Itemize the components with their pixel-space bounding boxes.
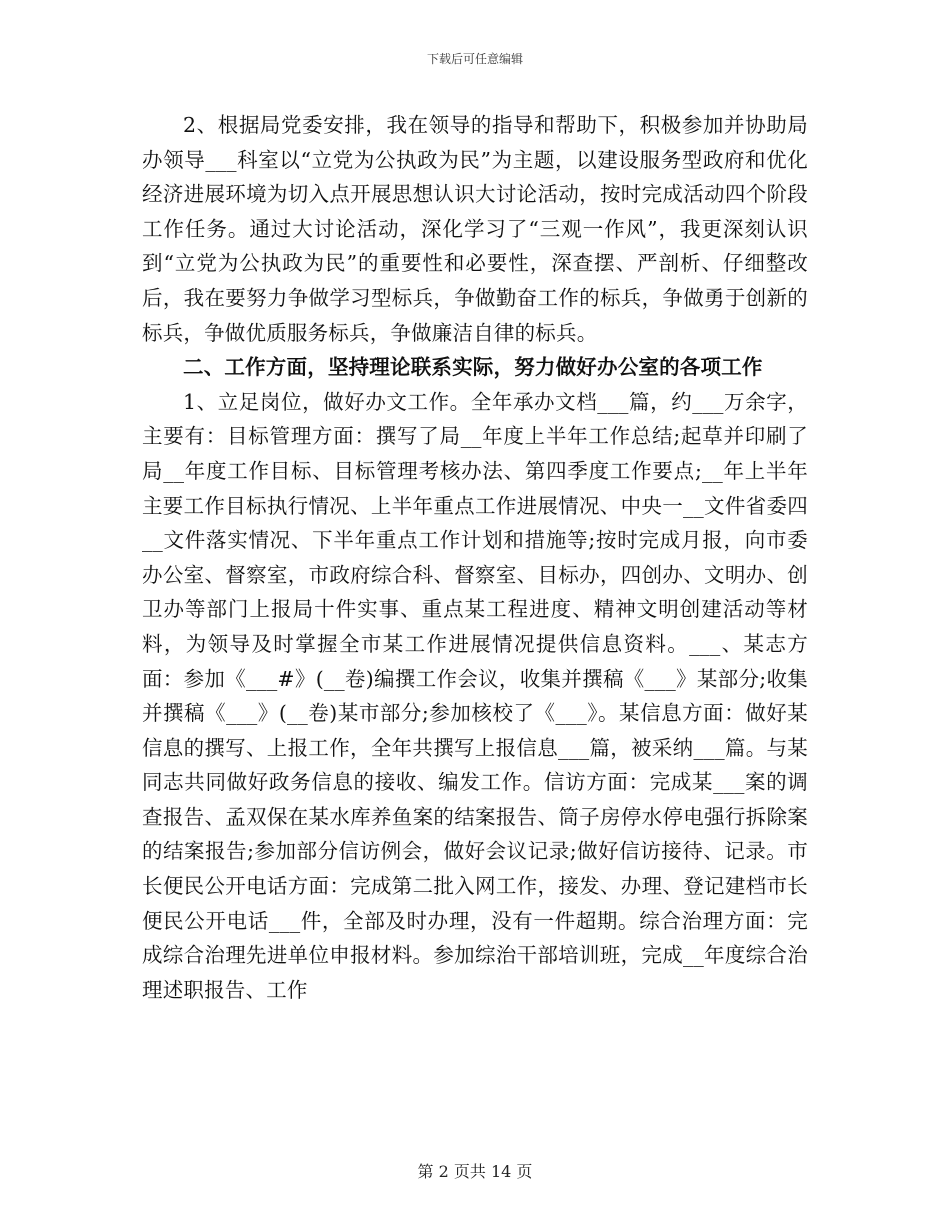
page-footer: 第 2 页共 14 页 [417, 1162, 533, 1181]
section-heading-work: 二、工作方面，坚持理论联系实际，努力做好办公室的各项工作 [183, 355, 763, 380]
paragraph-document-work: 1、立足岗位，做好办文工作。全年承办文档___篇，约___万余字，主要有：目标管理方面：撰写了局__年度上半年工作总结;起草并印刷了局__年度工作目标、目标管理考核办法、第四季度工作要点;__年上半年主要工作目标执行情况、上半年重点工作进展情况、中央一__文件省委四__文件落实情况、下半年重点工作计划和措施等;按时完成月报，向市委办公室、督察室，市政府综合科、督察室、目标办，四创办、文明办、创卫办等部门上报局十件实事、重点某工程进度、精神文明创建活动等材料，为领导及时掌握全市某工作进展情况提供信息资料。___、某志方面：参加《___#》(__卷)编撰工作会议，收集并撰稿《___》某部分;收集并撰稿《___》(__卷)某市部分;参加核校了《___》。某信息方面：做好某信息的撰写、上报工作，全年共撰写上报信息___篇，被采纳___篇。与某同志共同做好政务信息的接收、编发工作。信访方面：完成某___案的调查报告、孟双保在某水库养鱼案的结案报告、筒子房停水停电强行拆除案的结案报告;参加部分信访例会，做好会议记录;做好信访接待、记录。市长便民公开电话方面：完成第二批入网工作，接发、办理、登记建档市长便民公开电话___件，全部及时办理，没有一件超期。综合治理方面：完成综合治理先进单位申报材料。参加综治干部培训班，完成__年度综合治理述职报告、工作 [142, 389, 808, 1002]
page-header: 下载后可任意编辑 [426, 52, 523, 66]
paragraph-party-activities: 2、根据局党委安排，我在领导的指导和帮助下，积极参加并协助局办领导___科室以“立党为公执政为民”为主题，以建设服务型政府和优化经济进展环境为切入点开展思想认识大讨论活动，按时完成活动四个阶段工作任务。通过大讨论活动，深化学习了“三观一作风”，我更深刻认识到“立党为公执政为民”的重要性和必要性，深查摆、严剖析、仔细整改后，我在要努力争做学习型标兵，争做勤奋工作的标兵，争做勇于创新的标兵，争做优质服务标兵，争做廉洁自律的标兵。 [142, 113, 808, 345]
document-body [142, 108, 808, 1007]
